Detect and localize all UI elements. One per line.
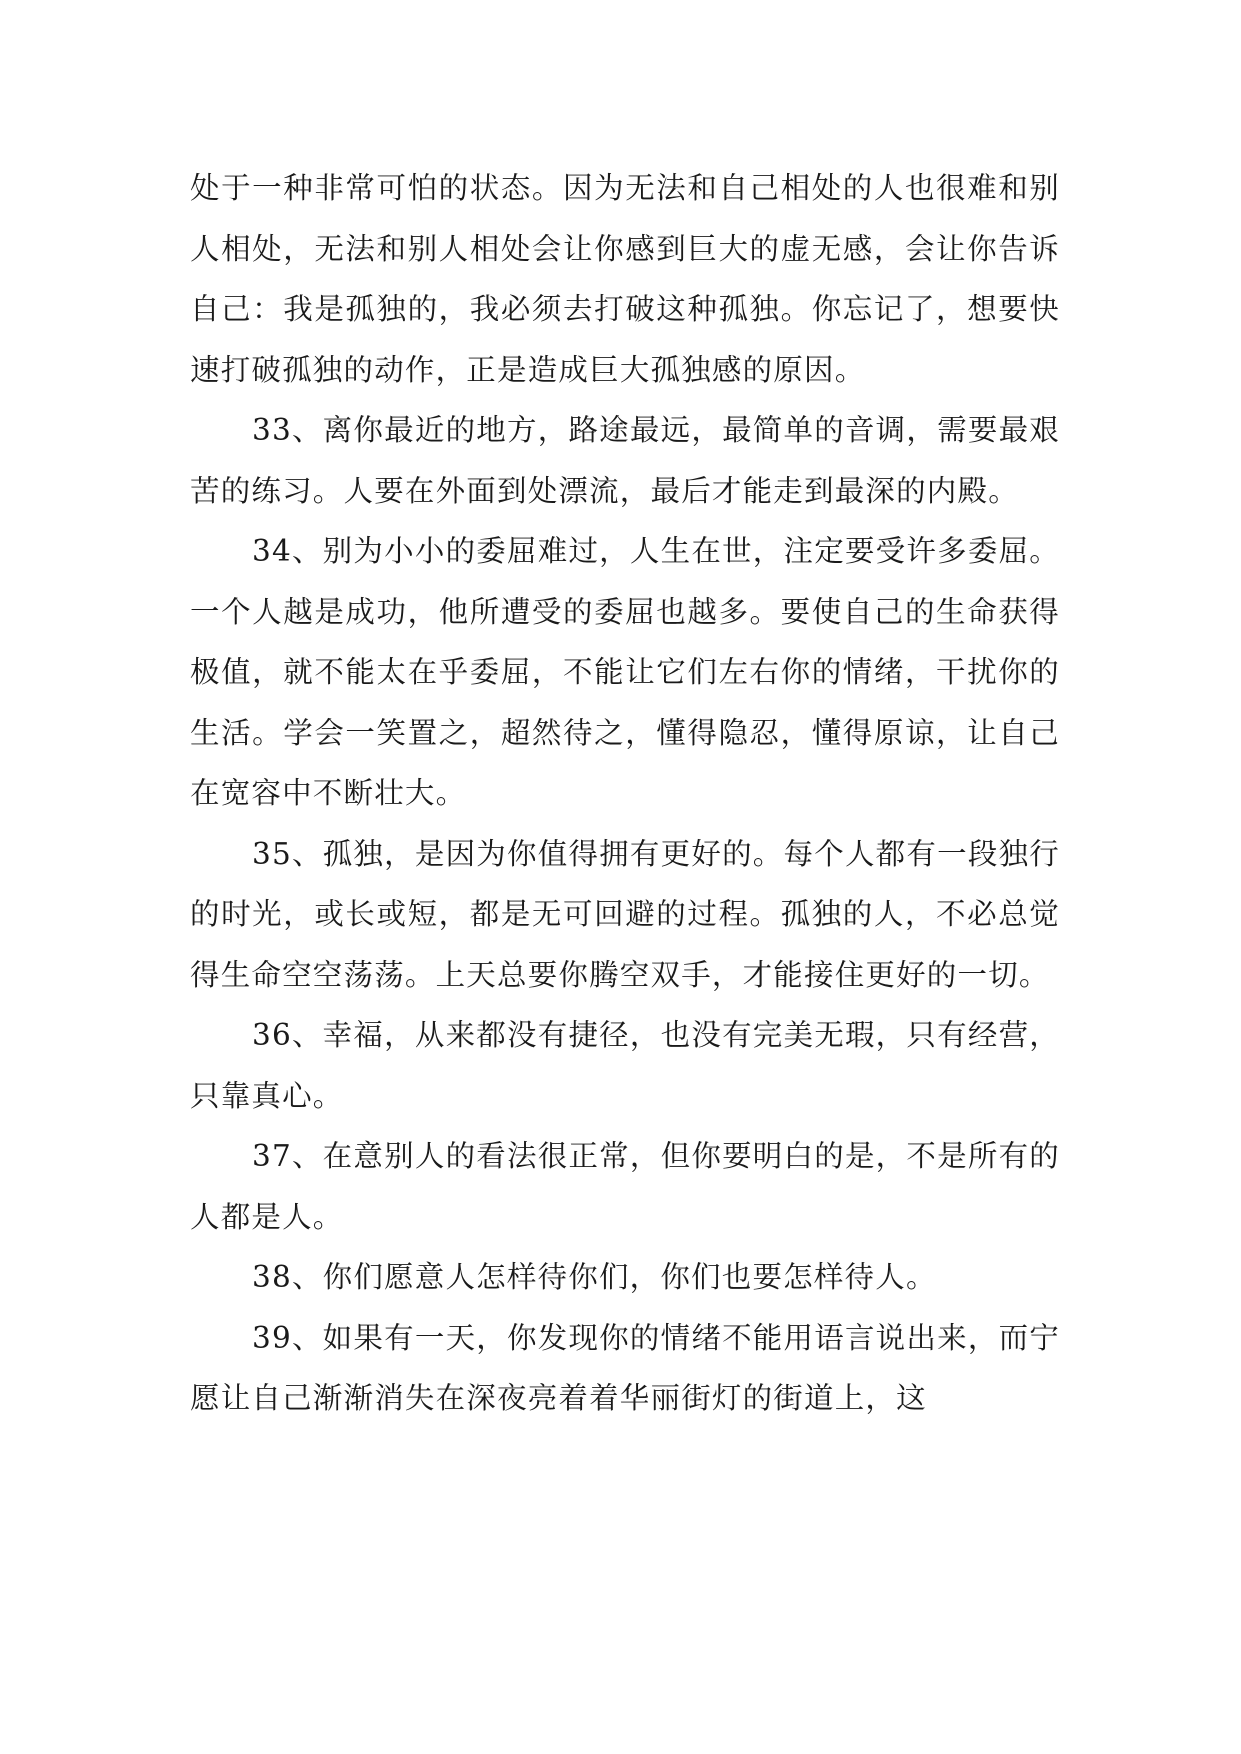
paragraph-33: 33、离你最近的地方，路途最远，最简单的音调，需要最艰苦的练习。人要在外面到处漂流，最后才能走到最深的内殿。: [190, 413, 1060, 508]
paragraph-37: 37、在意别人的看法很正常，但你要明白的是，不是所有的人都是人。: [190, 1139, 1060, 1234]
paragraph-36: 36、幸福，从来都没有捷径，也没有完美无瑕，只有经营，只靠真心。: [190, 1018, 1060, 1113]
paragraph-39: 39、如果有一天，你发现你的情绪不能用语言说出来，而宁愿让自己渐渐消失在深夜亮着着华丽街灯的街道上，这: [190, 1320, 1060, 1415]
paragraph-34: 34、别为小小的委屈难过，人生在世，注定要受许多委屈。一个人越是成功，他所遭受的委屈也越多。要使自己的生命获得极值，就不能太在乎委屈，不能让它们左右你的情绪，干扰你的生活。学会一笑置之，超然待之，懂得隐忍，懂得原谅，让自己在宽容中不断壮大。: [190, 534, 1060, 810]
document-body: [190, 158, 1060, 1429]
paragraph-continued: 处于一种非常可怕的状态。因为无法和自己相处的人也很难和别人相处，无法和别人相处会让你感到巨大的虚无感，会让你告诉自己：我是孤独的，我必须去打破这种孤独。你忘记了，想要快速打破孤独的动作，正是造成巨大孤独感的原因。: [190, 171, 1060, 387]
paragraph-35: 35、孤独，是因为你值得拥有更好的。每个人都有一段独行的时光，或长或短，都是无可回避的过程。孤独的人，不必总觉得生命空空荡荡。上天总要你腾空双手，才能接住更好的一切。: [190, 836, 1060, 992]
paragraph-38: 38、你们愿意人怎样待你们，你们也要怎样待人。: [252, 1260, 937, 1294]
